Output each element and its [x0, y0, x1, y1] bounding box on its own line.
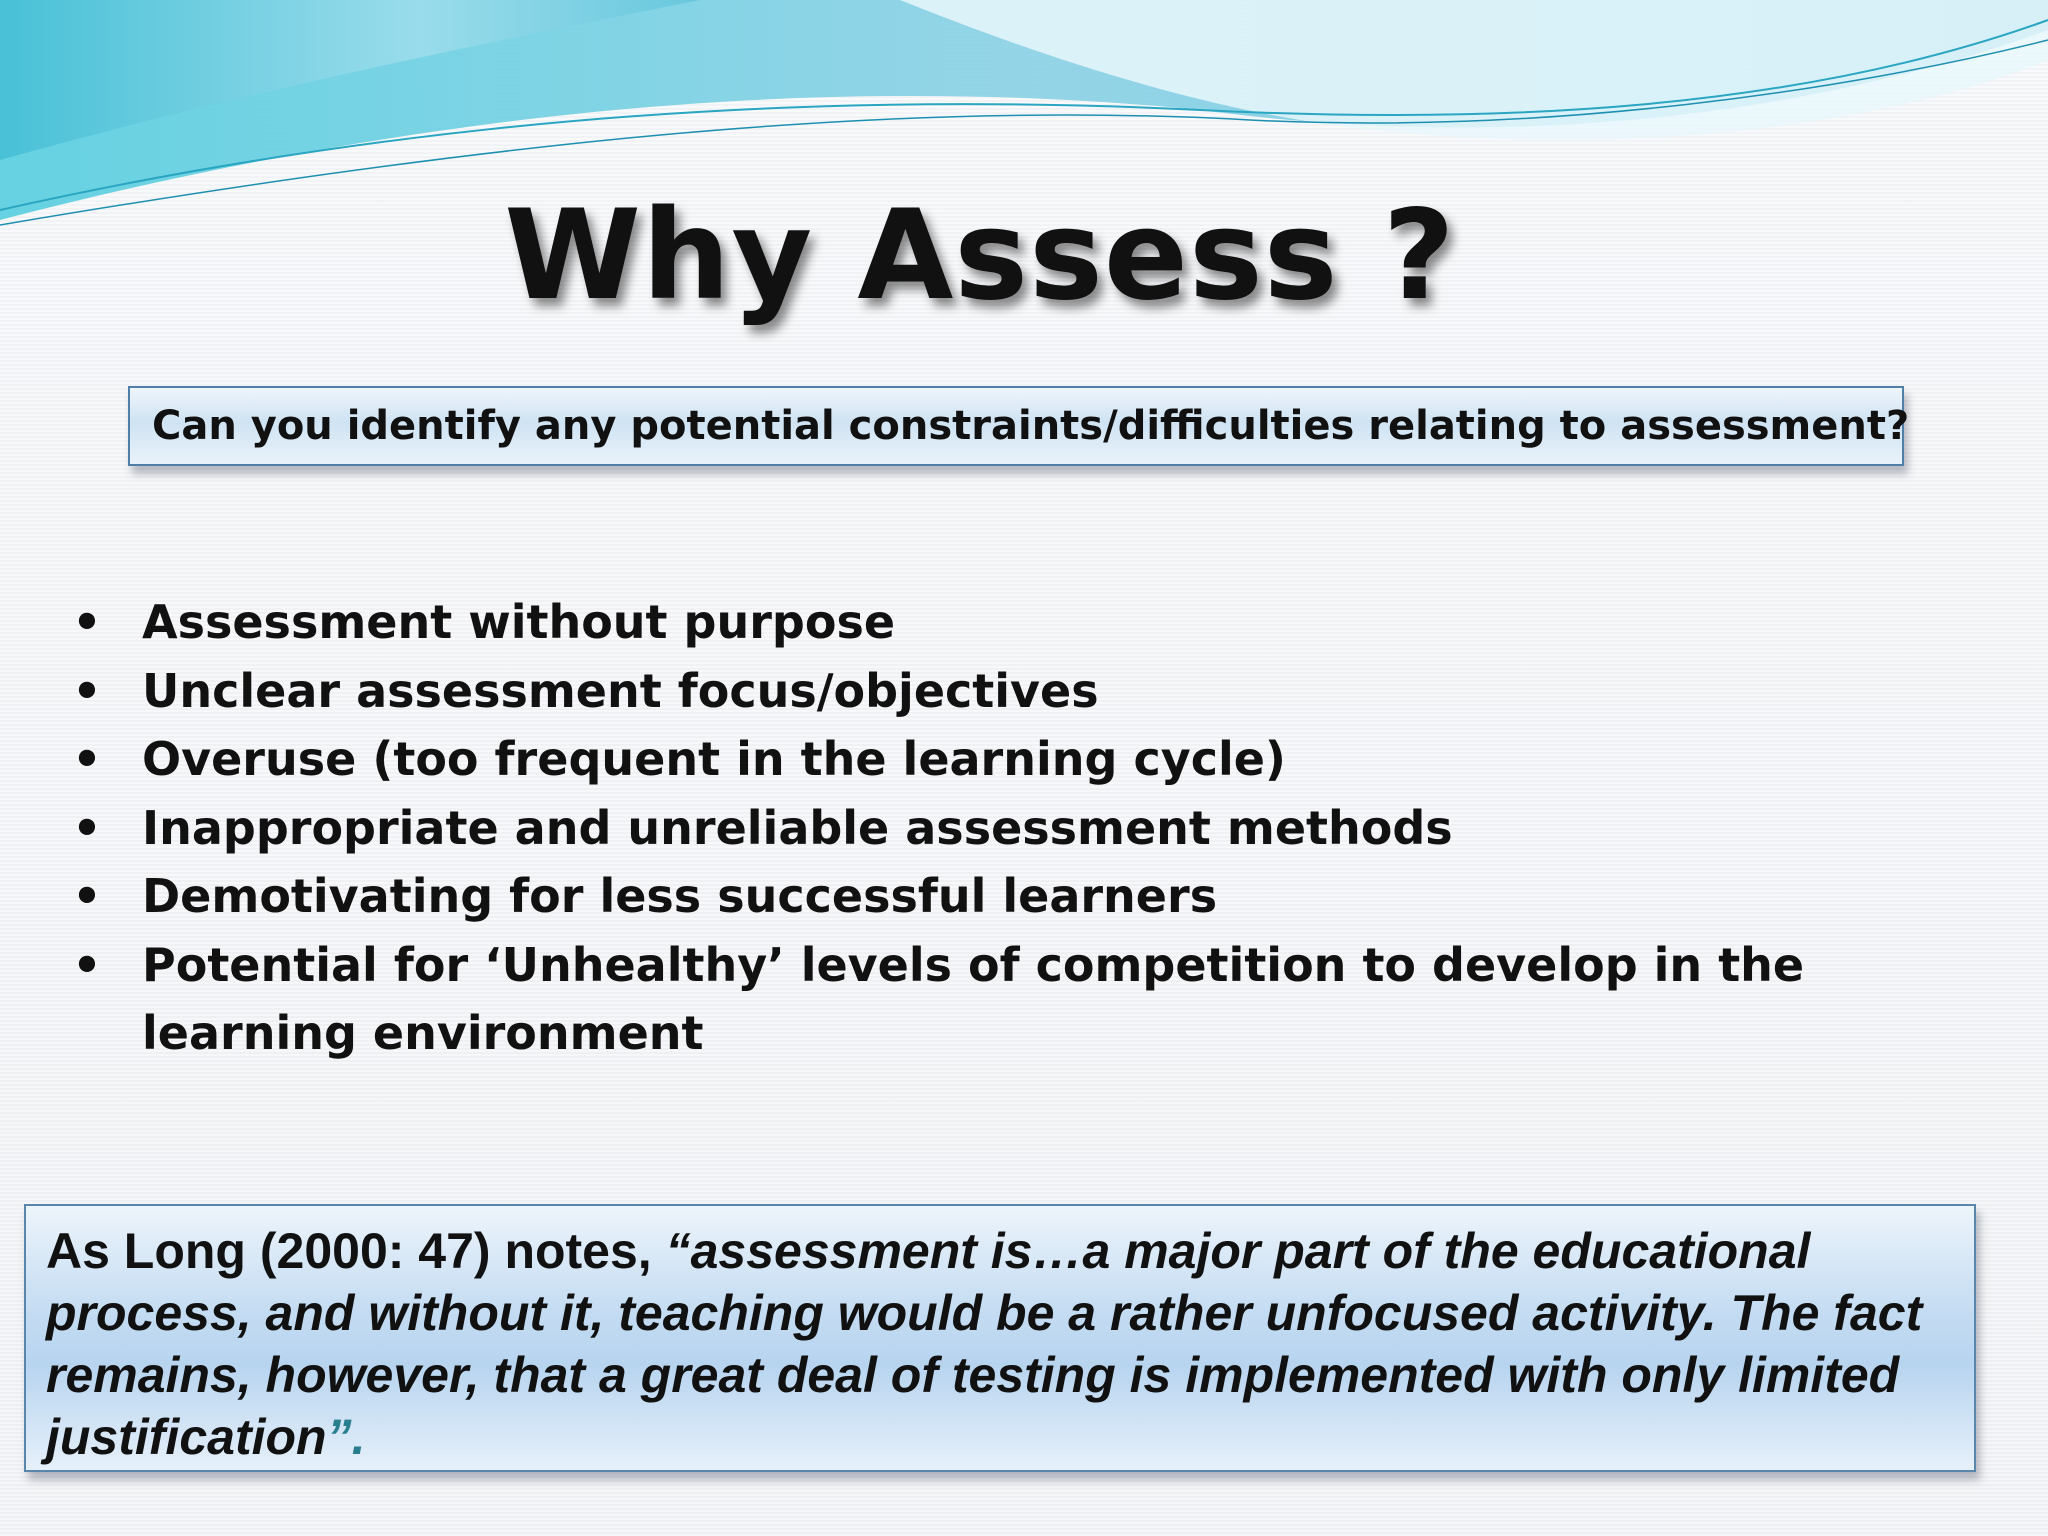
- constraints-list: [72, 588, 1952, 1068]
- list-item: [72, 794, 1952, 863]
- quote-box: [24, 1204, 1976, 1472]
- bullet-icon: •: [72, 869, 102, 923]
- bullet-icon: •: [72, 800, 102, 855]
- bullet-icon: •: [72, 663, 102, 718]
- list-item: [72, 725, 1952, 794]
- question-text: Can you identify any potential constraints/difficulties relating to assessment?: [152, 403, 1910, 449]
- quote-closing-mark: ”.: [326, 1409, 366, 1465]
- question-box: [128, 386, 1910, 466]
- list-item: [72, 588, 1952, 657]
- list-item: [72, 657, 1952, 726]
- list-item-text: Inappropriate and unreliable assessment methods: [142, 800, 1453, 855]
- quote-body: “assessment is…a major part of the educational process, and without it, teaching would be a rather unfocused activity. The fact remains, however, that a great deal of testing is implemented with only limited justification: [46, 1223, 1923, 1465]
- quote-text: [46, 1220, 1954, 1468]
- list-item-text: Unclear assessment focus/objectives: [142, 663, 1099, 718]
- quote-lead: As Long (2000: 47) notes,: [46, 1223, 666, 1279]
- list-item-text: Overuse (too frequent in the learning cycle): [142, 732, 1286, 786]
- slide-title: Why Assess ?: [504, 184, 1456, 328]
- list-item-text: Assessment without purpose: [142, 595, 896, 649]
- bullet-icon: •: [72, 732, 102, 786]
- list-item: [72, 931, 1952, 1068]
- list-item-text: Demotivating for less successful learners: [142, 869, 1218, 923]
- list-item-text: Potential for ‘Unhealthy’ levels of competition to develop in the learning environment: [142, 937, 1805, 1060]
- bullet-icon: •: [72, 595, 102, 649]
- bullet-icon: •: [72, 937, 102, 992]
- list-item: [72, 862, 1952, 931]
